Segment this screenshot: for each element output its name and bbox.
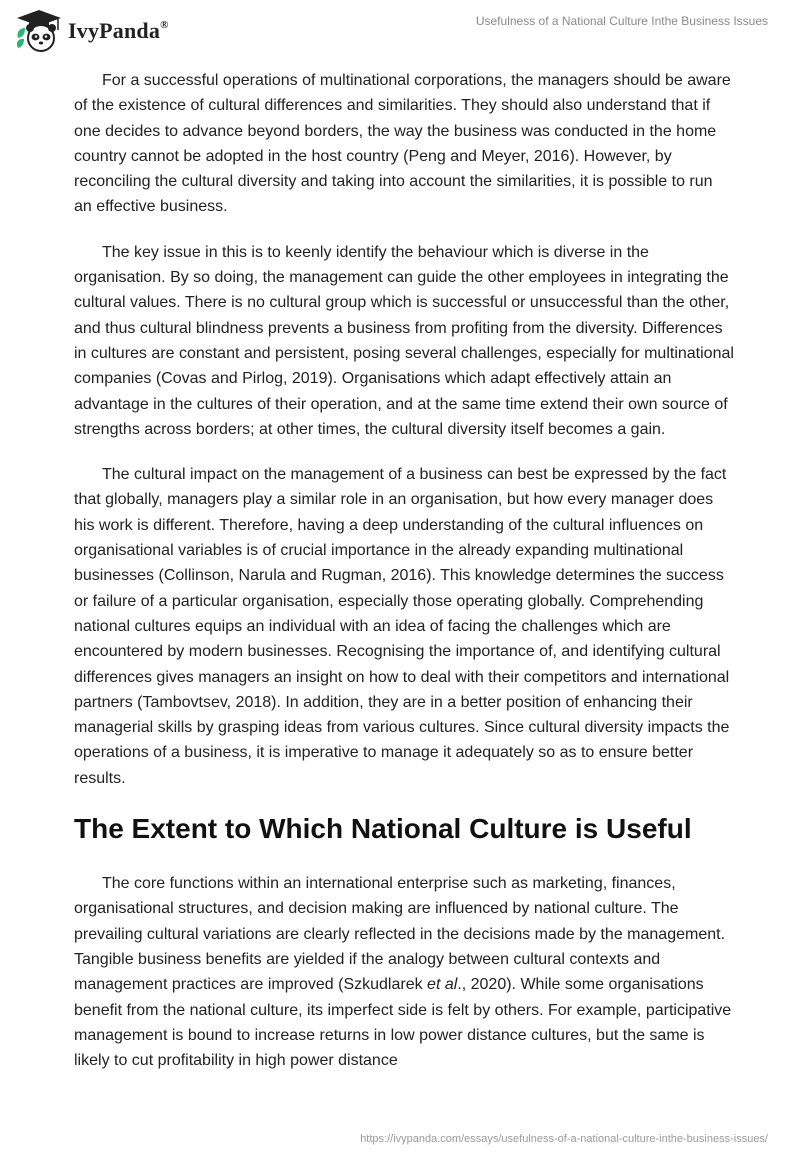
panda-graduate-icon [14,8,64,54]
document-title: Usefulness of a National Culture Inthe Business Issues [475,14,768,28]
paragraph-1: For a successful operations of multinational corporations, the managers should be aware of the existence of cultural differences and similarities. They should also understand that if one decides to advance beyond borders, the way the business was conducted in the home country cannot be adopted in the host country (Peng and Meyer, 2016). However, by reconciling the cultural diversity and taking into account the similarities, it is possible to run an effective business. [74,72,731,216]
page-header [0,0,800,60]
source-url[interactable]: https://ivypanda.com/essays/usefulness-of-a-national-culture-inthe-business-issues/ [360,1133,768,1145]
ivypanda-logo[interactable] [14,8,169,54]
paragraph-4: The core functions within an international enterprise such as marketing, finances, organisational structures, and decision making are influenced by national culture. The prevailing cultural variations are clearly reflected in the decisions made by the management. Tangible business benefits are yielded if the analogy between cultural contexts and management practices are improved (Szkudlarek et al., 2020). While some organisations benefit from the national culture, its imperfect side is felt by others. For example, participative management is bound to increase returns in low power distance cultures, but the same is likely to cut profitability in high power distance [74,875,732,1070]
paragraph-3: The cultural impact on the management of a business can best be expressed by the fact that globally, managers play a similar role in an organisation, but how every manager does his work is different. Therefore, having a deep understanding of the cultural influences on organisational variables is of crucial importance in the already expanding multinational businesses (Collinson, Narula and Rugman, 2016). This knowledge determines the success or failure of a particular organisation, especially those operating globally. Comprehending national cultures equips an individual with an idea of facing the challenges which are encountered by modern businesses. Recognising the importance of, and identifying cultural differences gives managers an insight on how to deal with their competitors and international partners (Tambovtsev, 2018). In addition, they are in a better position of enhancing their managerial skills by grasping ideas from various cultures. Since cultural diversity impacts the operations of a business, it is imperative to manage it adequately so as to ensure better results. [74,466,730,787]
essay-body [74,68,734,1093]
section-heading: The Extent to Which National Culture is Useful [74,813,692,845]
brand-name: IvyPanda® [68,18,169,43]
paragraph-2: The key issue in this is to keenly identify the behaviour which is diverse in the organisation. By so doing, the management can guide the other employees in integrating the cultural values. There is no cultural group which is successful or unsuccessful than the other, and thus cultural blindness prevents a business from profiting from the diversity. Differences in cultures are constant and persistent, posing several challenges, especially for multinational companies (Covas and Pirlog, 2019). Organisations which adapt effectively attain an advantage in the cultures of their operation, and at the same time extend their own source of strengths across borders; at other times, the cultural diversity itself becomes a gain. [74,243,734,438]
